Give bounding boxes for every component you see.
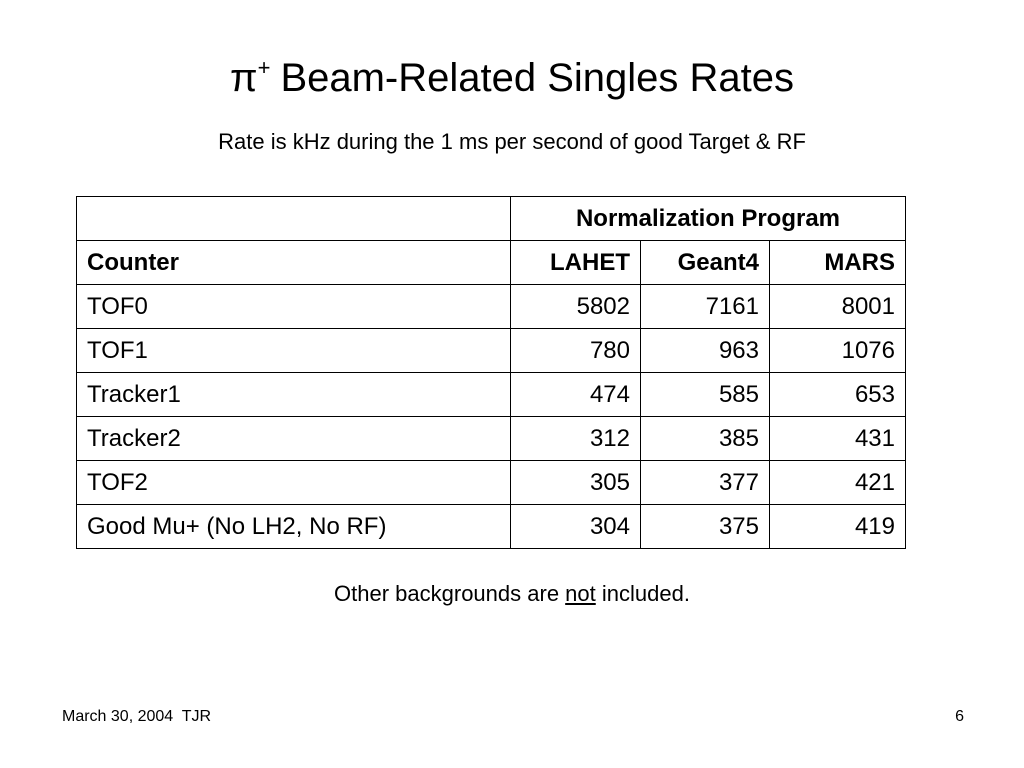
- table-row: [77, 505, 906, 549]
- mars-cell: 419: [770, 505, 906, 549]
- table-row: [77, 461, 906, 505]
- lahet-cell: 474: [511, 373, 641, 417]
- lahet-cell: 305: [511, 461, 641, 505]
- counter-cell: Tracker1: [77, 373, 511, 417]
- counter-cell: TOF2: [77, 461, 511, 505]
- note-emphasis: not: [565, 581, 596, 606]
- table-row: [77, 417, 906, 461]
- column-header-lahet: LAHET: [511, 241, 641, 285]
- geant4-cell: 7161: [641, 285, 770, 329]
- counter-cell: Good Mu+ (No LH2, No RF): [77, 505, 511, 549]
- column-header-mars: MARS: [770, 241, 906, 285]
- rates-table: [76, 196, 906, 549]
- lahet-cell: 5802: [511, 285, 641, 329]
- mars-cell: 653: [770, 373, 906, 417]
- table-row: [77, 329, 906, 373]
- counter-cell: TOF0: [77, 285, 511, 329]
- note-after: included.: [595, 581, 690, 606]
- geant4-cell: 377: [641, 461, 770, 505]
- mars-cell: 421: [770, 461, 906, 505]
- table-row: [77, 285, 906, 329]
- geant4-cell: 375: [641, 505, 770, 549]
- slide-title: [0, 40, 1024, 106]
- lahet-cell: 780: [511, 329, 641, 373]
- footer-date-author: March 30, 2004 TJR: [62, 708, 212, 725]
- mars-cell: 1076: [770, 329, 906, 373]
- counter-cell: TOF1: [77, 329, 511, 373]
- group-header-row: [77, 197, 906, 241]
- geant4-cell: 963: [641, 329, 770, 373]
- mars-cell: 431: [770, 417, 906, 461]
- mars-cell: 8001: [770, 285, 906, 329]
- empty-header-cell: [77, 197, 511, 241]
- column-header-row: [77, 241, 906, 285]
- title-text: Beam-Related Singles Rates: [280, 56, 795, 100]
- column-header-counter: Counter: [77, 241, 511, 285]
- lahet-cell: 304: [511, 505, 641, 549]
- geant4-cell: 385: [641, 417, 770, 461]
- superscript-plus: +: [257, 55, 271, 80]
- lahet-cell: 312: [511, 417, 641, 461]
- pi-symbol: π: [229, 56, 258, 100]
- table-row: [77, 373, 906, 417]
- column-header-geant4: Geant4: [641, 241, 770, 285]
- counter-cell: Tracker2: [77, 417, 511, 461]
- note-before: Other backgrounds are: [334, 581, 566, 606]
- geant4-cell: 585: [641, 373, 770, 417]
- subtitle: Rate is kHz during the 1 ms per second of good Target & RF: [218, 129, 806, 154]
- backgrounds-note: [0, 580, 1024, 608]
- footer-page-number: 6: [955, 708, 964, 725]
- normalization-program-header: Normalization Program: [511, 197, 906, 241]
